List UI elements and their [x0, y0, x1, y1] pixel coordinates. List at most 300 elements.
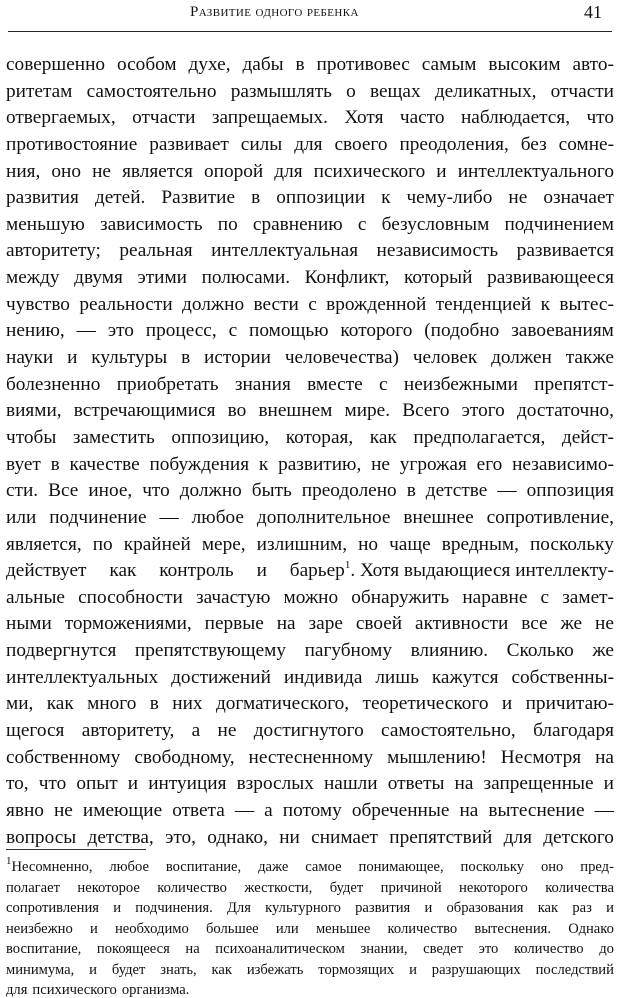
word: авто- — [572, 54, 614, 75]
footnote — [6, 857, 614, 998]
word: Для — [226, 900, 251, 916]
text-line — [6, 425, 614, 452]
word: разрушающих — [431, 961, 521, 978]
word: в — [149, 693, 159, 715]
word: $^1$Несомненно, — [6, 855, 93, 875]
word: барьер$^1$. Хотя выдающиеся интеллекту- — [289, 558, 614, 582]
word: вопросы — [6, 826, 77, 848]
word: чтобы — [6, 426, 57, 448]
word: можно — [283, 586, 339, 608]
word: любое — [109, 859, 149, 875]
word: и — [127, 773, 139, 795]
word: культуры — [91, 347, 168, 369]
word: быть — [251, 480, 292, 502]
word: имеющие — [82, 799, 163, 821]
word: как — [46, 693, 74, 715]
word: количество — [387, 920, 458, 937]
word: безусловным — [381, 213, 490, 235]
word: вещах — [370, 80, 421, 102]
word: необходимо — [114, 920, 189, 937]
word: пагубному — [304, 640, 392, 662]
word: деликатных, — [434, 80, 537, 102]
word: ния, — [6, 160, 41, 182]
word: развивающееся — [487, 267, 614, 289]
word: сопротивление, — [486, 506, 614, 528]
word: влиянию. — [410, 640, 489, 662]
footnote-line — [6, 878, 614, 899]
word: интеллектуальная — [211, 240, 359, 262]
text-line — [6, 105, 614, 132]
word: — — [594, 799, 614, 821]
word: в — [50, 453, 60, 475]
word: вместе — [307, 373, 363, 395]
text-line — [6, 611, 614, 638]
word: сти. — [6, 480, 39, 502]
word: развивается — [516, 240, 614, 262]
word: и — [424, 900, 433, 916]
word: подвергнутся — [6, 640, 117, 662]
footnote-reference: 1 — [344, 558, 351, 571]
word: чувство — [6, 293, 70, 315]
word: не — [508, 187, 528, 209]
word: индивида — [283, 666, 363, 688]
word: организма. — [121, 982, 190, 998]
footnote-line — [6, 857, 614, 878]
word: дабы — [242, 54, 284, 75]
word: и — [436, 160, 447, 182]
word: для — [294, 133, 323, 155]
word: действует — [6, 560, 87, 582]
word: означает — [543, 187, 614, 209]
word: интеллектуальных — [6, 666, 159, 688]
word: и — [256, 560, 267, 582]
word: меньшее — [315, 920, 371, 937]
word: догматического, — [215, 693, 350, 715]
word: врожденной — [326, 293, 427, 315]
word: это — [107, 320, 134, 342]
text-line — [6, 238, 614, 265]
text-line — [6, 638, 614, 665]
text-line — [6, 745, 614, 772]
word: замет- — [562, 586, 614, 608]
text-line — [6, 505, 614, 532]
word: между — [6, 267, 60, 289]
word: побуждения — [149, 453, 250, 475]
word: с — [308, 293, 317, 315]
word: в — [251, 187, 261, 209]
word: является, — [6, 533, 82, 555]
footnote-line — [6, 919, 614, 940]
word: Развитие — [161, 187, 236, 209]
running-head — [0, 0, 620, 30]
word: то, — [6, 773, 29, 795]
word: мышлению! — [387, 746, 487, 768]
word: на — [276, 613, 296, 635]
word: (подобно — [424, 320, 500, 342]
header-rule — [8, 31, 612, 32]
word: достаточно, — [516, 400, 614, 422]
word: нению, — [6, 320, 65, 342]
word: вует — [6, 453, 41, 475]
word: по — [217, 213, 238, 235]
word: развитию, — [278, 453, 362, 475]
text-line — [6, 558, 614, 585]
word: запрещаемых. — [211, 107, 328, 129]
word: контроль — [159, 560, 234, 582]
word: с — [379, 373, 388, 395]
word: с — [357, 213, 367, 235]
text-line — [6, 265, 614, 292]
word: как — [109, 560, 137, 582]
word: по — [92, 533, 113, 555]
word: понимающее, — [358, 859, 444, 875]
word: на — [595, 746, 614, 768]
word: воспитание, — [6, 941, 82, 957]
word: Всего — [402, 400, 450, 422]
word: обнаружить — [351, 586, 450, 608]
word: и — [501, 693, 513, 715]
word: количество — [513, 941, 584, 957]
word: иное, — [88, 480, 133, 502]
word: авторитету; — [6, 240, 101, 262]
word: явно — [6, 799, 44, 821]
word: или — [6, 506, 37, 528]
word: лишь — [375, 666, 419, 688]
word: и — [89, 920, 98, 937]
word: препятст- — [534, 373, 614, 395]
word: запрещенные — [483, 773, 594, 795]
word: Хотя — [344, 107, 384, 129]
word: опыт — [76, 773, 118, 795]
word: Все — [48, 480, 79, 502]
word: является — [122, 160, 193, 182]
word: интеллектуального — [457, 160, 614, 182]
text-line — [6, 825, 614, 852]
text-line — [6, 185, 614, 212]
word: Конфликт, — [304, 267, 390, 289]
word: с — [228, 320, 238, 342]
word: отвергаемых, — [6, 107, 116, 129]
word: активности — [415, 613, 509, 635]
word: покоящееся — [96, 941, 170, 957]
text-line — [6, 771, 614, 798]
word: в — [181, 347, 191, 369]
word: угрожая — [399, 453, 467, 475]
word: и — [89, 961, 97, 978]
word: мере, — [201, 533, 246, 555]
word: для — [6, 982, 28, 998]
word: потому — [282, 799, 342, 821]
word: — — [497, 480, 517, 502]
word: щегося — [6, 720, 65, 742]
word: в — [406, 480, 416, 502]
word: дейст- — [561, 426, 614, 448]
word: раз — [572, 900, 592, 916]
text-line — [6, 478, 614, 505]
word: избежать — [246, 961, 304, 978]
text-line — [6, 132, 614, 159]
word: и — [113, 900, 121, 916]
word: внешнее — [403, 506, 474, 528]
text-line — [6, 345, 614, 372]
word: предполагается, — [413, 426, 546, 448]
word: тормозящих — [318, 961, 395, 978]
word: сомне- — [558, 133, 614, 155]
word: должно — [182, 293, 245, 315]
word: некоторое — [77, 879, 140, 896]
word: как — [537, 900, 559, 916]
word: и — [606, 900, 614, 916]
word: — — [159, 506, 179, 528]
word: своего — [334, 133, 388, 155]
word: который — [403, 267, 473, 289]
text-line — [6, 798, 614, 825]
word: все — [521, 613, 548, 635]
footnote-line — [6, 898, 614, 919]
word: независимость — [376, 240, 499, 262]
word: двумя — [74, 267, 123, 289]
word: как — [211, 961, 232, 978]
word: как — [369, 426, 397, 448]
word: благодаря — [533, 720, 614, 742]
word: что — [38, 773, 67, 795]
footnote-marker: 1 — [6, 855, 12, 868]
word: сопротивления — [6, 900, 99, 916]
text-line — [6, 398, 614, 425]
word: или — [275, 920, 299, 937]
word: совершенно — [6, 54, 106, 75]
word: приобретать — [116, 373, 219, 395]
word: некоторого — [459, 879, 528, 896]
word: мире. — [344, 400, 391, 422]
word: полюсами. — [201, 267, 291, 289]
word: вытеснение — [488, 799, 585, 821]
text-line — [6, 718, 614, 745]
word: независимо- — [512, 453, 614, 475]
word: же — [592, 640, 614, 662]
word: отчасти — [550, 80, 614, 102]
word: и — [409, 961, 417, 978]
word: жесткости, — [244, 879, 313, 896]
word: внешнем — [258, 400, 333, 422]
word: культурного — [265, 900, 341, 916]
word: причитаю- — [525, 693, 614, 715]
word: не — [371, 453, 390, 475]
word: развивает — [149, 133, 229, 155]
word: много — [87, 693, 137, 715]
word: зачастую — [195, 586, 271, 608]
word: истории — [204, 347, 271, 369]
word: и — [67, 347, 78, 369]
text-line — [6, 318, 614, 345]
word: излишним, — [256, 533, 348, 555]
word: них — [172, 693, 203, 715]
word: меньшую — [6, 213, 85, 235]
word: теоретического — [362, 693, 489, 715]
word: Однако — [568, 920, 614, 937]
word: дополнительное — [256, 506, 391, 528]
word: поскольку — [529, 533, 614, 555]
text-line — [6, 452, 614, 479]
word: к — [381, 187, 391, 209]
word: пред- — [580, 859, 614, 875]
word: что — [142, 480, 170, 502]
word: науки — [6, 347, 54, 369]
word: любое — [191, 506, 244, 528]
word: психического — [313, 160, 426, 182]
word: к — [540, 293, 550, 315]
text-line — [6, 212, 614, 239]
word: ритетам — [6, 80, 73, 102]
word: самостоятельно, — [381, 720, 516, 742]
word: первые — [204, 613, 264, 635]
word: подчинения. — [135, 900, 213, 916]
word: виями, — [6, 400, 62, 422]
word: детстве — [425, 480, 488, 502]
word: причиной — [380, 879, 442, 896]
word: особом — [117, 54, 177, 75]
word: для — [503, 826, 532, 848]
word: препятствующему — [134, 640, 287, 662]
word: психического — [32, 982, 117, 998]
word: кажутся — [431, 666, 499, 688]
word: ными — [6, 613, 52, 635]
word: нестесненному — [248, 746, 374, 768]
word: встречающимися — [73, 400, 216, 422]
word: последствий — [535, 961, 614, 978]
word: ответа — [172, 799, 225, 821]
text-line — [6, 292, 614, 319]
word: снимает — [311, 826, 378, 848]
word: вытес- — [559, 293, 614, 315]
word: знать, — [160, 961, 197, 978]
word: противостояние — [6, 133, 138, 155]
word: часто — [399, 107, 445, 129]
body-text — [6, 52, 614, 851]
running-title: Развитие одного ребенка — [190, 4, 359, 20]
word: нашли — [323, 773, 378, 795]
word: должен — [491, 347, 552, 369]
text-line — [6, 52, 614, 79]
word: завоеваниям — [511, 320, 614, 342]
word: Сколько — [506, 640, 574, 662]
word: Несмотря — [500, 746, 582, 768]
word: опорой — [204, 160, 264, 182]
word: знании, — [360, 941, 408, 957]
word: до — [599, 941, 614, 957]
text-line — [6, 665, 614, 692]
word: не — [217, 720, 237, 742]
word: и — [603, 773, 614, 795]
word: в — [295, 54, 305, 75]
word: оно — [51, 160, 82, 182]
word: реальности — [79, 293, 173, 315]
word: вредным, — [441, 533, 519, 555]
word: без — [520, 133, 547, 155]
word: детей. — [94, 187, 146, 209]
word: взрослых — [236, 773, 314, 795]
word: поскольку — [460, 859, 525, 875]
word: полагает — [6, 879, 60, 896]
word: детского — [543, 826, 614, 848]
word: на — [454, 773, 474, 795]
word: болезненно — [6, 373, 101, 395]
word: торможениями, — [64, 613, 192, 635]
word: сведет — [423, 941, 464, 957]
word: не — [595, 613, 614, 635]
word: преодоления, — [399, 133, 509, 155]
word: минимума, — [6, 961, 75, 978]
word: заре — [308, 613, 343, 635]
word: также — [565, 347, 614, 369]
word: этими — [137, 267, 187, 289]
word: наблюдается, — [460, 107, 571, 129]
word: будет — [329, 879, 364, 896]
word: помощью — [249, 320, 329, 342]
word: реальная — [119, 240, 193, 262]
line-tail: . Хотя выдающиеся интеллекту- — [350, 560, 614, 582]
word: этого — [461, 400, 505, 422]
word: не — [92, 160, 111, 182]
text-line — [6, 159, 614, 186]
word: тенденцией — [435, 293, 532, 315]
word: это — [478, 941, 499, 957]
word: а — [264, 799, 273, 821]
word: развития — [355, 900, 411, 916]
word: — — [76, 320, 96, 342]
word: высоким — [488, 54, 561, 75]
word: а — [191, 720, 201, 742]
word: зависимость — [99, 213, 203, 235]
word: для — [274, 160, 303, 182]
word: противовес — [316, 54, 410, 75]
word: интуиция — [148, 773, 227, 795]
word: на — [185, 941, 200, 957]
word: будет — [111, 961, 146, 978]
word: оппозиция — [526, 480, 614, 502]
word: его — [476, 453, 503, 475]
word: качестве — [69, 453, 140, 475]
word: во — [227, 400, 247, 422]
word: способности — [78, 586, 183, 608]
word: ни — [279, 826, 300, 848]
word: большее — [205, 920, 259, 937]
word: собственны- — [511, 666, 614, 688]
word: но — [358, 533, 379, 555]
word: что — [586, 107, 614, 129]
word: психоаналитическом — [215, 941, 345, 957]
word: человек — [412, 347, 478, 369]
word: количества — [545, 879, 614, 896]
word: вытеснения. — [474, 920, 552, 937]
word: даже — [258, 859, 289, 875]
footnote-line — [6, 939, 614, 960]
footnote-line — [6, 980, 614, 998]
word: оно — [540, 859, 564, 875]
word: оппозицию, — [171, 426, 270, 448]
word: не — [53, 799, 73, 821]
text-line — [6, 372, 614, 399]
word: достижений — [171, 666, 271, 688]
text-line — [6, 79, 614, 106]
word: к — [258, 453, 269, 475]
word: размышлять — [230, 80, 332, 102]
text-line — [6, 691, 614, 718]
word: своей — [355, 613, 403, 635]
word: препятствий — [389, 826, 493, 848]
word: образования — [446, 900, 524, 916]
word: которого — [340, 320, 413, 342]
